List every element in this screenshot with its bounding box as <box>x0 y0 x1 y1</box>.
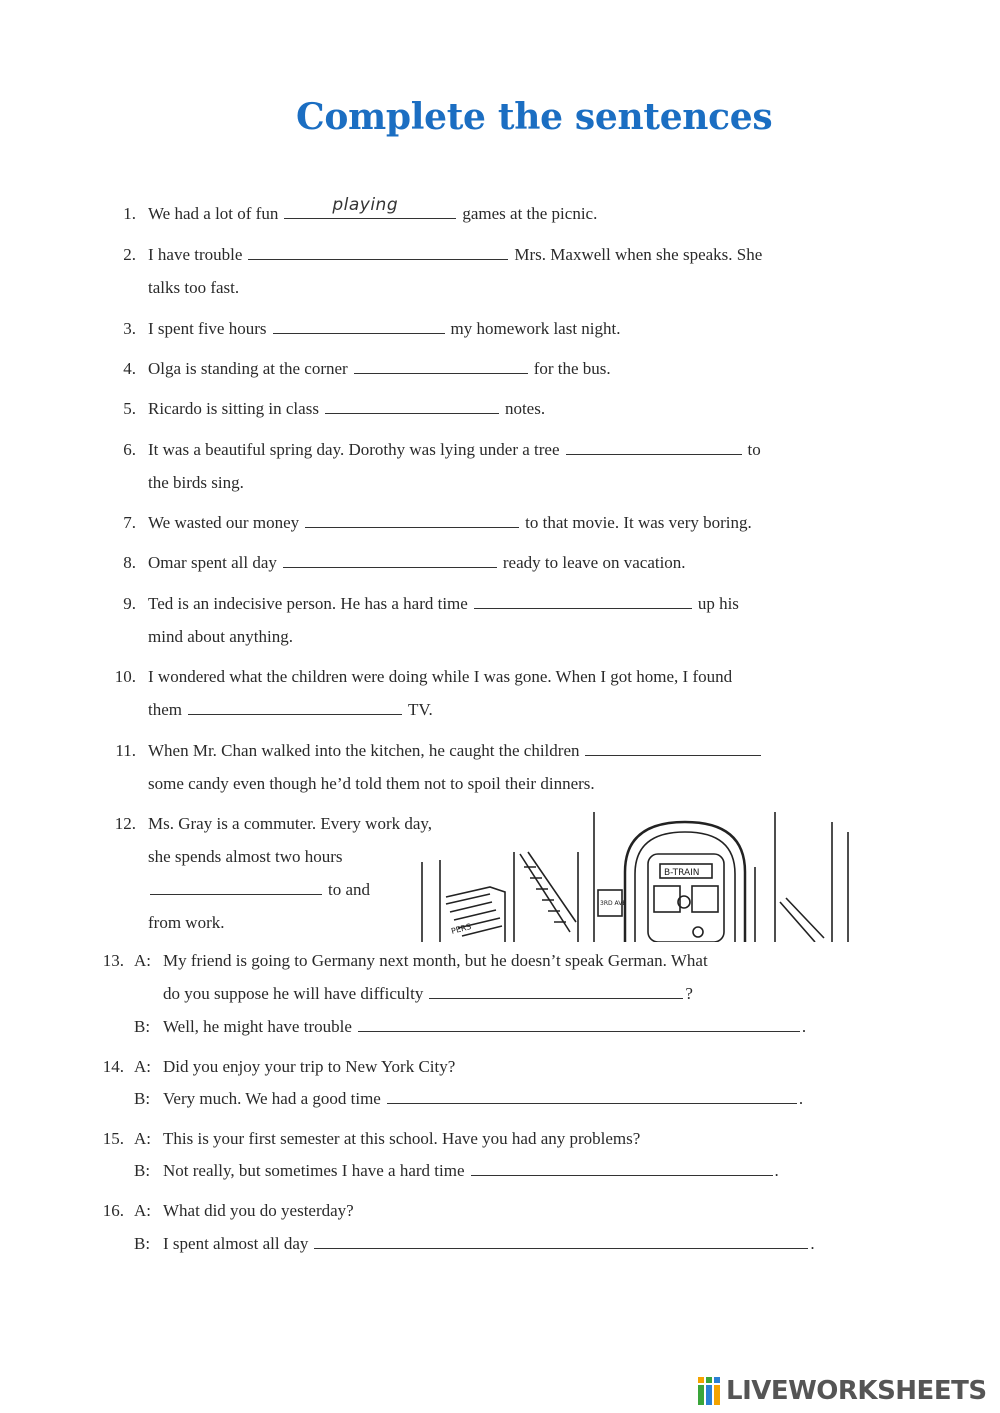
sentence-text: Not really, but sometimes I have a hard time <box>163 1161 465 1180</box>
sentence-text: When Mr. Chan walked into the kitchen, he caught the children <box>148 741 580 760</box>
sentence-text: . <box>810 1234 815 1253</box>
sentence-text: games at the picnic. <box>462 204 598 223</box>
sentence-text: mind about anything. <box>148 627 293 646</box>
brand-name: LIVEWORKSHEETS <box>726 1376 987 1406</box>
item-number: 12. <box>114 814 136 833</box>
sentence-text: What did you do yesterday? <box>163 1201 354 1220</box>
sentence-text: We wasted our money <box>148 513 300 532</box>
answer-blank-8[interactable] <box>283 553 497 568</box>
answer-blank-10[interactable] <box>188 700 402 715</box>
sentence-text: My friend is going to Germany next month, but he doesn’t speak German. What <box>163 951 708 970</box>
sentence-text: to that movie. It was very boring. <box>525 513 752 532</box>
sentence-text: notes. <box>504 399 546 418</box>
sentence-text: I spent five hours <box>148 319 267 338</box>
sentence-text: the birds sing. <box>148 473 244 492</box>
item-12 <box>148 879 370 901</box>
sentence-text: This is your first semester at this school. Have you had any problems? <box>163 1129 641 1148</box>
sentence-text: It was a beautiful spring day. Dorothy was lying under a tree <box>148 440 560 459</box>
liveworksheets-logo-icon <box>698 1377 722 1405</box>
item-number: 5. <box>123 399 136 418</box>
page-title: Complete the sentences <box>296 96 773 138</box>
item-number: 10. <box>114 667 136 686</box>
sentence-text: I wondered what the children were doing while I was gone. When I got home, I found <box>148 667 733 686</box>
item-number: 15. <box>102 1129 124 1148</box>
item-8 <box>148 552 686 574</box>
answer-blank-1[interactable] <box>284 195 456 219</box>
item-3 <box>148 318 621 340</box>
answer-blank-3[interactable] <box>273 319 445 334</box>
item-1 <box>148 195 598 225</box>
speaker-label: B: <box>134 1017 151 1036</box>
item-13a <box>163 983 693 1005</box>
sentence-text: do you suppose he will have difficulty <box>163 984 424 1003</box>
answer-blank-5[interactable] <box>325 399 499 414</box>
item-10 <box>148 699 433 721</box>
answer-blank-13a[interactable] <box>429 984 683 999</box>
sentence-text: ? <box>685 984 693 1003</box>
item-2 <box>148 244 762 266</box>
speaker-label: A: <box>134 1201 151 1220</box>
answer-blank-2[interactable] <box>248 245 508 260</box>
sentence-text: from work. <box>148 913 225 932</box>
answer-blank-15[interactable] <box>471 1161 773 1176</box>
sentence-text: I spent almost all day <box>163 1234 309 1253</box>
item-number: 4. <box>123 359 136 378</box>
item-number: 13. <box>102 951 124 970</box>
answer-blank-6[interactable] <box>566 440 742 455</box>
speaker-label: B: <box>134 1234 151 1253</box>
sentence-text: I have trouble <box>148 245 243 264</box>
speaker-label: A: <box>134 1129 151 1148</box>
item-number: 7. <box>123 513 136 532</box>
sentence-text: Ted is an indecisive person. He has a hard time <box>148 594 468 613</box>
item-14b <box>163 1088 803 1110</box>
item-7 <box>148 512 752 534</box>
item-number: 11. <box>115 741 136 760</box>
sentence-text: them <box>148 700 182 719</box>
sentence-text: Did you enjoy your trip to New York City? <box>163 1057 456 1076</box>
answer-blank-13b[interactable] <box>358 1017 800 1032</box>
item-number: 16. <box>102 1201 124 1220</box>
item-13b <box>163 1016 806 1038</box>
stairs-sign-text: PERS <box>450 921 473 936</box>
answer-blank-11[interactable] <box>585 741 761 756</box>
sentence-text: TV. <box>408 700 433 719</box>
sentence-text: up his <box>697 594 739 613</box>
sentence-text: . <box>801 1017 807 1036</box>
answer-blank-4[interactable] <box>354 359 528 374</box>
street-sign-text: 3RD AVE <box>600 900 627 907</box>
sentence-text: to and <box>328 880 371 899</box>
item-9 <box>148 593 739 615</box>
liveworksheets-brand[interactable] <box>698 1374 987 1408</box>
sentence-text: my homework last night. <box>450 319 621 338</box>
speaker-label: B: <box>134 1089 151 1108</box>
sentence-text: some candy even though he’d told them not to spoil their dinners. <box>148 774 595 793</box>
train-sign-text: B-TRAIN <box>664 868 700 878</box>
answer-blank-16[interactable] <box>314 1234 808 1249</box>
item-number: 6. <box>123 440 136 459</box>
sentence-text: talks too fast. <box>148 278 240 297</box>
item-5 <box>148 398 545 420</box>
sentence-text: Well, he might have trouble <box>163 1017 352 1036</box>
sentence-text: . <box>798 1089 804 1108</box>
answer-blank-12[interactable] <box>150 880 322 895</box>
answer-blank-9[interactable] <box>474 594 692 609</box>
sentence-text: Olga is standing at the corner <box>148 359 348 378</box>
sentence-text: Ms. Gray is a commuter. Every work day, <box>148 814 433 833</box>
item-number: 1. <box>123 204 136 223</box>
item-6 <box>148 439 761 461</box>
answer-blank-14[interactable] <box>387 1089 797 1104</box>
sentence-text: We had a lot of fun <box>148 204 279 223</box>
item-number: 8. <box>123 553 136 572</box>
sentence-text: . <box>774 1161 779 1180</box>
item-number: 14. <box>102 1057 124 1076</box>
sentence-text: Mrs. Maxwell when she speaks. She <box>514 245 763 264</box>
sentence-text: ready to leave on vacation. <box>502 553 686 572</box>
sentence-text: Ricardo is sitting in class <box>148 399 319 418</box>
item-15b <box>163 1160 779 1182</box>
sentence-text: for the bus. <box>533 359 611 378</box>
subway-train-illustration <box>410 812 852 942</box>
speaker-label: A: <box>134 951 151 970</box>
handwritten-answer: playing <box>332 195 399 215</box>
speaker-label: A: <box>134 1057 151 1076</box>
sentence-text: Very much. We had a good time <box>163 1089 381 1108</box>
item-16b <box>163 1233 815 1255</box>
item-number: 9. <box>123 594 136 613</box>
sentence-text: she spends almost two hours <box>148 847 343 866</box>
item-4 <box>148 358 611 380</box>
speaker-label: B: <box>134 1161 151 1180</box>
sentence-text: Omar spent all day <box>148 553 277 572</box>
item-number: 2. <box>123 245 136 264</box>
answer-blank-7[interactable] <box>305 513 519 528</box>
sentence-text: to <box>747 440 761 459</box>
item-number: 3. <box>123 319 136 338</box>
item-11 <box>148 740 767 762</box>
